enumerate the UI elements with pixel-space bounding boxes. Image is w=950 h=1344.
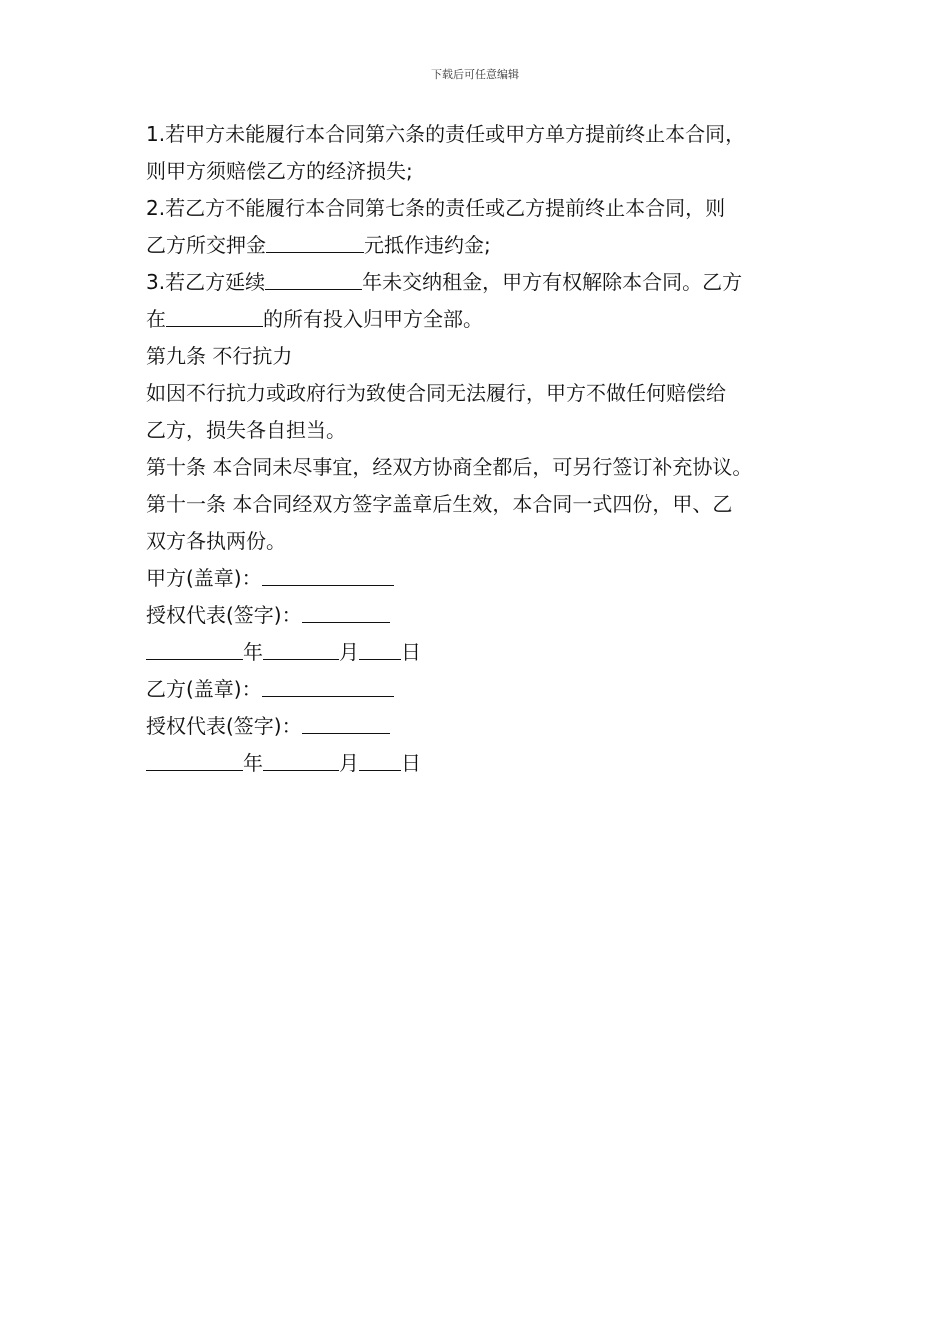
party-b-seal-label: 乙方(盖章)： xyxy=(146,677,262,701)
party-a-seal-blank xyxy=(262,563,394,586)
party-a-rep-line xyxy=(146,597,836,634)
party-a-rep-label: 授权代表(签字)： xyxy=(146,603,302,627)
clause-3-line-2 xyxy=(146,301,836,338)
article-9-title: 第九条 不行抗力 xyxy=(146,344,293,368)
party-b-month-label: 月 xyxy=(339,751,359,775)
article-9-line-1: 如因不行抗力或政府行为致使合同无法履行，甲方不做任何赔偿给 xyxy=(146,381,726,405)
party-a-day-blank xyxy=(359,637,401,660)
party-b-day-label: 日 xyxy=(401,751,421,775)
party-b-day-blank xyxy=(359,748,401,771)
clause-3-text-d: 的所有投入归甲方全部。 xyxy=(263,307,483,331)
clause-2-line-2 xyxy=(146,227,836,264)
party-b-seal-line xyxy=(146,671,836,708)
party-b-month-blank xyxy=(263,748,339,771)
clause-1-line-1: 1.若甲方未能履行本合同第六条的责任或甲方单方提前终止本合同， xyxy=(146,122,746,146)
article-11-line-2: 双方各执两份。 xyxy=(146,529,286,553)
party-a-year-label: 年 xyxy=(243,640,263,664)
page-header: 下载后可任意编辑 xyxy=(431,68,519,81)
overdue-years-blank xyxy=(265,267,362,290)
clause-2-line-1: 2.若乙方不能履行本合同第七条的责任或乙方提前终止本合同，则 xyxy=(146,196,726,220)
party-a-month-blank xyxy=(263,637,339,660)
party-b-year-label: 年 xyxy=(243,751,263,775)
party-a-seal-line xyxy=(146,560,836,597)
clause-1-line-2: 则甲方须赔偿乙方的经济损失; xyxy=(146,159,413,183)
article-9-line-2: 乙方，损失各自担当。 xyxy=(146,418,346,442)
clause-3-text-c: 在 xyxy=(146,307,166,331)
clause-3-text-b: 年未交纳租金，甲方有权解除本合同。乙方 xyxy=(362,270,743,294)
location-blank xyxy=(166,304,263,327)
clause-3-text-a: 3.若乙方延续 xyxy=(146,270,266,294)
party-b-date-line xyxy=(146,745,836,782)
deposit-amount-blank xyxy=(266,230,364,253)
article-11-line-1: 第十一条 本合同经双方签字盖章后生效，本合同一式四份，甲、乙 xyxy=(146,492,733,516)
party-a-date-line xyxy=(146,634,836,671)
party-a-month-label: 月 xyxy=(339,640,359,664)
clause-2-text-a: 乙方所交押金 xyxy=(146,233,266,257)
article-10: 第十条 本合同未尽事宜，经双方协商全都后，可另行签订补充协议。 xyxy=(146,455,753,479)
document-body xyxy=(146,116,836,782)
party-a-rep-blank xyxy=(302,600,390,623)
party-b-rep-line xyxy=(146,708,836,745)
party-b-rep-label: 授权代表(签字)： xyxy=(146,714,302,738)
clause-2-text-b: 元抵作违约金; xyxy=(364,233,491,257)
clause-3-line-1 xyxy=(146,264,836,301)
party-b-rep-blank xyxy=(302,711,390,734)
party-b-seal-blank xyxy=(262,674,394,697)
party-a-year-blank xyxy=(146,637,243,660)
party-a-seal-label: 甲方(盖章)： xyxy=(146,566,262,590)
party-a-day-label: 日 xyxy=(401,640,421,664)
party-b-year-blank xyxy=(146,748,243,771)
